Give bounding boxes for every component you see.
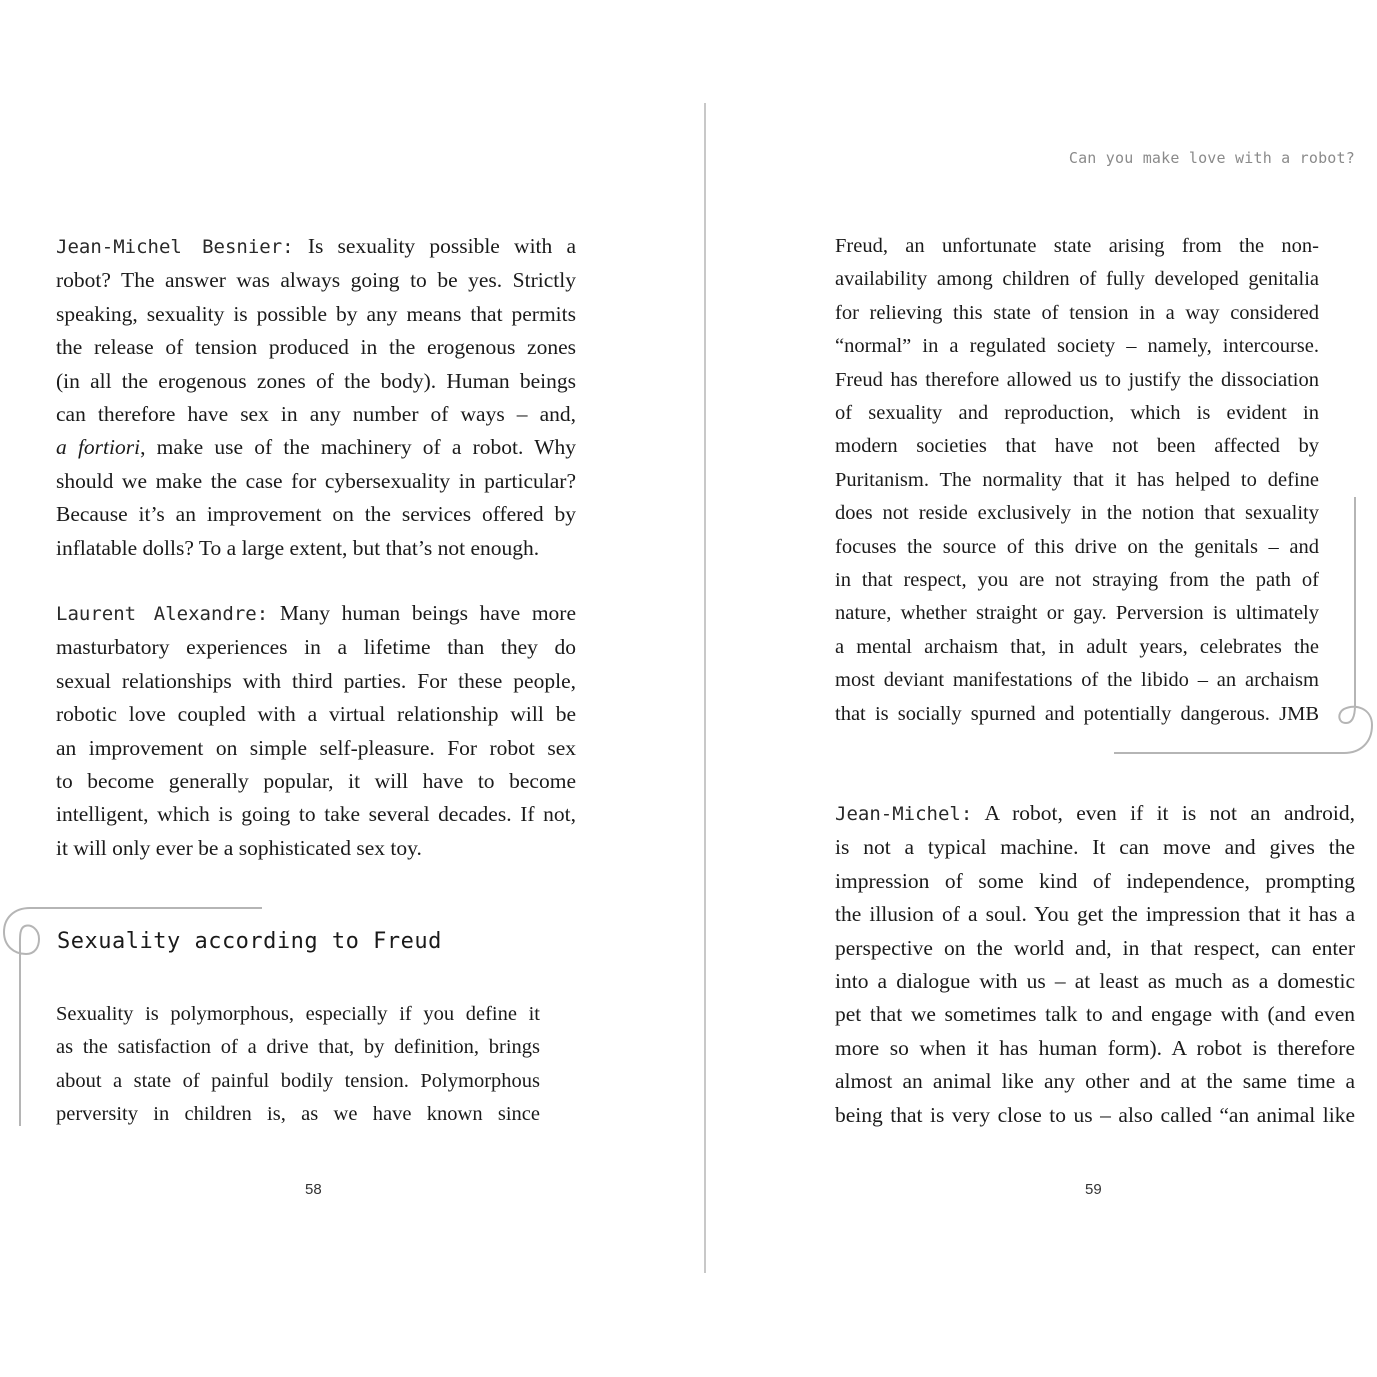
text-line: that is socially spurned and potentially dangerous. JMB	[835, 702, 1319, 725]
text-line: nature, whether straight or gay. Perversion is ultimately	[835, 602, 1319, 625]
text-line: Because it’s an improvement on the services offered by	[56, 502, 576, 527]
speaker-label: Jean-Michel Besnier:	[56, 236, 294, 258]
sidebar-rule-loop-icon-right	[1108, 495, 1377, 760]
text-line: focuses the source of this drive on the genitals – and	[835, 535, 1319, 558]
text-line: “normal” in a regulated society – namely, intercourse.	[835, 335, 1319, 358]
text-line: more so when it has human form). A robot is therefore	[835, 1035, 1355, 1060]
sidebar-paragraph	[56, 998, 540, 1132]
text-line: for relieving this state of tension in a way considered	[835, 301, 1319, 324]
italic-phrase: a fortiori	[56, 435, 141, 460]
text-line: the illusion of a soul. You get the impression that it has a	[835, 902, 1355, 927]
page-gutter-divider	[704, 103, 706, 1273]
alexandre-paragraph	[56, 597, 576, 865]
text-line: a fortiori, make use of the machinery of a robot. Why	[56, 435, 576, 460]
text-line: inflatable dolls? To a large extent, but that’s not enough.	[56, 535, 540, 560]
text-line: it will only ever be a sophisticated sex toy.	[56, 835, 422, 860]
text-line: does not reside exclusively in the notion that sexuality	[835, 502, 1319, 525]
text-line: masturbatory experiences in a lifetime than they do	[56, 635, 576, 660]
page-number-right: 59	[1085, 1181, 1102, 1198]
text-line: can therefore have sex in any number of ways – and,	[56, 402, 576, 427]
text-line: availability among children of fully developed genitalia	[835, 268, 1319, 291]
text-line: impression of some kind of independence, prompting	[835, 868, 1355, 893]
text-line: into a dialogue with us – at least as much as a domestic	[835, 969, 1355, 994]
text-line: most deviant manifestations of the libido – an archaism	[835, 669, 1319, 692]
text-line: to become generally popular, it will have to become	[56, 769, 576, 794]
text-line: Laurent Alexandre: Many human beings have more	[56, 601, 577, 625]
text-line: almost an animal like any other and at the same time a	[835, 1069, 1355, 1094]
text-line: Freud has therefore allowed us to justify the dissociation	[835, 368, 1319, 391]
text-line: robot? The answer was always going to be yes. Strictly	[56, 268, 576, 293]
text-line: Jean-Michel Besnier: Is sexuality possible with a	[56, 234, 577, 258]
text-line: as the satisfaction of a drive that, by definition, brings	[56, 1036, 540, 1059]
text-line: Sexuality is polymorphous, especially if you define it	[56, 1003, 540, 1025]
speaker-label: Jean-Michel:	[835, 803, 973, 825]
text-line: a mental archaism that, in adult years, celebrates the	[835, 635, 1319, 658]
text-line: about a state of painful bodily tension. Polymorphous	[56, 1069, 540, 1092]
text-line: Jean-Michel: A robot, even if it is not an android,	[835, 801, 1355, 825]
text-line: should we make the case for cybersexuality in particular?	[56, 468, 576, 493]
speaker-label: Laurent Alexandre:	[56, 603, 269, 625]
text-line: robotic love coupled with a virtual relationship will be	[56, 702, 576, 727]
text-line: perspective on the world and, in that respect, can enter	[835, 935, 1355, 960]
text-line: perversity in children is, as we have known since	[56, 1103, 540, 1126]
sidebar-heading: Sexuality according to Freud	[57, 929, 442, 954]
besnier-paragraph	[56, 230, 576, 565]
text-line: in that respect, you are not straying from the path of	[835, 569, 1319, 592]
text-line: is not a typical machine. It can move and gives the	[835, 835, 1355, 860]
running-head: Can you make love with a robot?	[1068, 149, 1355, 167]
text-line: pet that we sometimes talk to and engage with (and even	[835, 1002, 1355, 1027]
text-line: modern societies that have not been affected by	[835, 435, 1319, 458]
text-line: the release of tension produced in the erogenous zones	[56, 335, 576, 360]
jean-michel-paragraph	[835, 797, 1355, 1132]
text-line: speaking, sexuality is possible by any means that permits	[56, 301, 576, 326]
text-line: an improvement on simple self-pleasure. For robot sex	[56, 735, 576, 760]
text-line: Freud, an unfortunate state arising from the non-	[835, 235, 1319, 257]
page-number-left: 58	[305, 1181, 322, 1198]
text-line: sexual relationships with third parties. For these people,	[56, 668, 576, 693]
text-line: being that is very close to us – also called “an animal like	[835, 1102, 1355, 1127]
text-line: Puritanism. The normality that it has helped to define	[835, 468, 1319, 491]
text-line: of sexuality and reproduction, which is evident in	[835, 402, 1319, 425]
text-line: (in all the erogenous zones of the body). Human beings	[56, 368, 576, 393]
text-line: intelligent, which is going to take several decades. If not,	[56, 802, 576, 827]
